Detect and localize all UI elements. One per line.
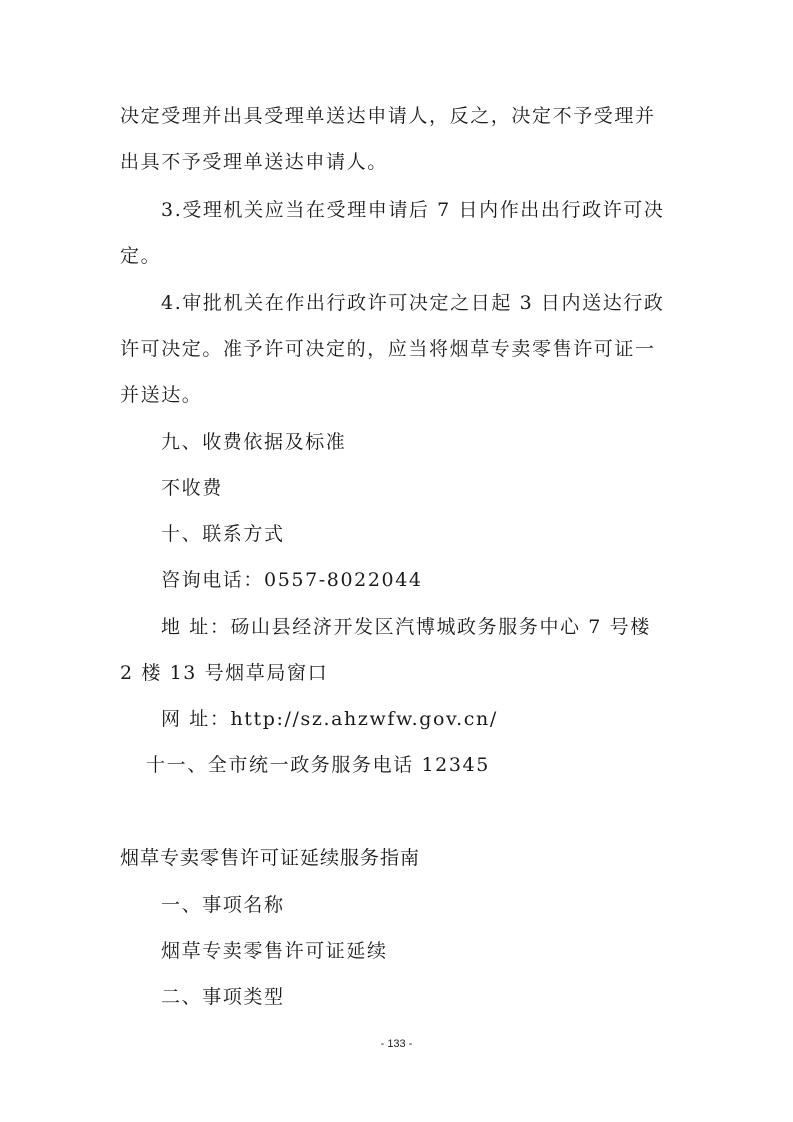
section-heading: 十、联系方式 — [161, 523, 285, 545]
paragraph-line: 许可决定。准予许可决定的，应当将烟草专卖零售许可证一 — [120, 338, 656, 360]
paragraph-line: 3.受理机关应当在受理申请后 7 日内作出出行政许可决 — [161, 199, 665, 221]
page-number: - 133 - — [380, 1038, 413, 1050]
paragraph-line: 并送达。 — [120, 384, 203, 406]
paragraph-line: 出具不予受理单送达申请人。 — [120, 151, 388, 173]
section-heading: 一、事项名称 — [161, 894, 285, 916]
contact-phone: 咨询电话：0557-8022044 — [161, 569, 423, 591]
section-heading: 二、事项类型 — [161, 986, 285, 1008]
hotline: 十一、全市统一政务服务电话 12345 — [146, 754, 490, 776]
guide-title: 烟草专卖零售许可证延续服务指南 — [120, 847, 421, 869]
paragraph-line: 烟草专卖零售许可证延续 — [161, 940, 388, 962]
contact-address: 地 址：砀山县经济开发区汽博城政务服务中心 7 号楼 — [161, 616, 651, 638]
paragraph-line: 决定受理并出具受理单送达申请人，反之，决定不予受理并 — [120, 105, 656, 127]
contact-address-cont: 2 楼 13 号烟草局窗口 — [120, 662, 329, 684]
paragraph-line: 4.审批机关在作出行政许可决定之日起 3 日内送达行政 — [161, 292, 665, 314]
paragraph-line: 不收费 — [161, 477, 223, 499]
paragraph-line: 定。 — [120, 245, 162, 267]
contact-website: 网 址：http://sz.ahzwfw.gov.cn/ — [161, 708, 498, 730]
section-heading: 九、收费依据及标准 — [161, 431, 347, 453]
